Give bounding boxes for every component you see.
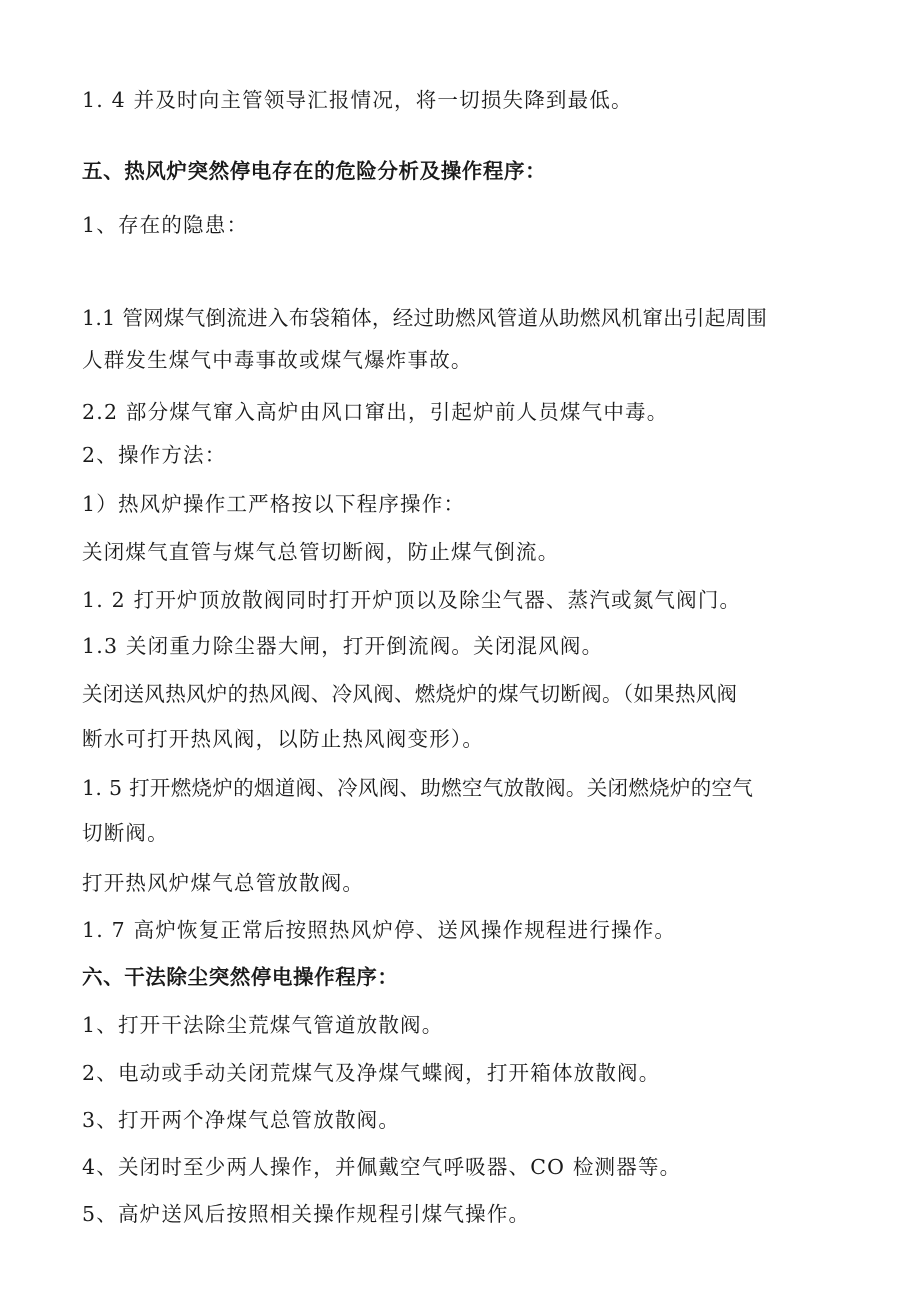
paragraph-line: 5、高炉送风后按照相关操作规程引煤气操作。	[82, 1202, 531, 1226]
paragraph-line: 2.2 部分煤气窜入高炉由风口窜出，引起炉前人员煤气中毒。	[82, 400, 669, 424]
subsection-heading: 2、操作方法：	[82, 443, 227, 467]
paragraph-line: 1、打开干法除尘荒煤气管道放散阀。	[82, 1013, 444, 1037]
paragraph-line: 4、关闭时至少两人操作，并佩戴空气呼吸器、CO 检测器等。	[82, 1155, 682, 1179]
paragraph-line: 2、电动或手动关闭荒煤气及净煤气蝶阀，打开箱体放散阀。	[82, 1061, 661, 1085]
paragraph-line: 1. 2 打开炉顶放散阀同时打开炉顶以及除尘气器、蒸汽或氮气阀门。	[82, 588, 742, 612]
paragraph-line: 1. 4 并及时向主管领导汇报情况，将一切损失降到最低。	[82, 88, 633, 112]
paragraph-line: 1）热风炉操作工严格按以下程序操作：	[82, 492, 466, 516]
paragraph-line: 关闭送风热风炉的热风阀、冷风阀、燃烧炉的煤气切断阀。（如果热风阀	[82, 682, 738, 706]
paragraph-line: 1.3 关闭重力除尘器大闸，打开倒流阀。关闭混风阀。	[82, 634, 604, 658]
section-heading: 五、热风炉突然停电存在的危险分析及操作程序：	[82, 159, 547, 183]
paragraph-line: 关闭煤气直管与煤气总管切断阀，防止煤气倒流。	[82, 540, 560, 564]
paragraph-line: 1. 5 打开燃烧炉的烟道阀、冷风阀、助燃空气放散阀。关闭燃烧炉的空气	[82, 776, 754, 800]
paragraph-line: 断水可打开热风阀，以防止热风阀变形）。	[82, 727, 485, 751]
paragraph-line: 1.1 管网煤气倒流进入布袋箱体，经过助燃风管道从助燃风机窜出引起周围	[82, 306, 768, 330]
subsection-heading: 1、存在的隐患：	[82, 213, 249, 237]
paragraph-line: 切断阀。	[82, 821, 169, 845]
paragraph-line: 1. 7 高炉恢复正常后按照热风炉停、送风操作规程进行操作。	[82, 918, 677, 942]
section-heading: 六、干法除尘突然停电操作程序：	[82, 965, 399, 989]
paragraph-line: 3、打开两个净煤气总管放散阀。	[82, 1108, 401, 1132]
paragraph-line: 人群发生煤气中毒事故或煤气爆炸事故。	[82, 348, 473, 372]
paragraph-line: 打开热风炉煤气总管放散阀。	[82, 871, 365, 895]
